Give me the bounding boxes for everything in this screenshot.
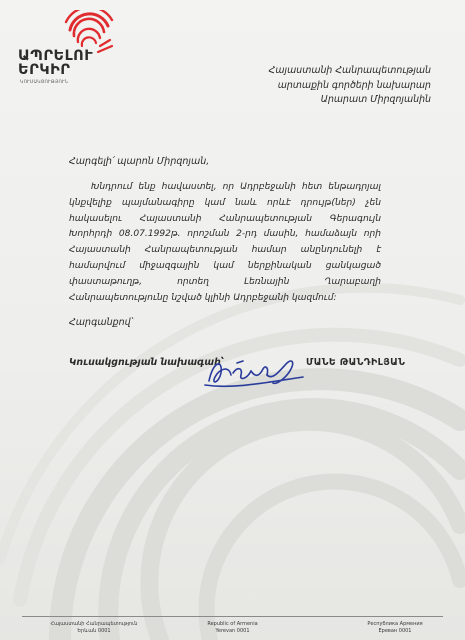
letter-body — [69, 180, 381, 306]
footer-line: Ереван 0001 — [378, 627, 412, 634]
logo-title-line1: ԱՊՐԵԼՈՒ — [18, 48, 94, 64]
footer-divider — [22, 616, 443, 617]
footer-address-russian — [350, 621, 440, 634]
salutation: Հարգելի՛ պարոն Միրզոյան, — [69, 156, 210, 167]
footer-line: Հայաստանի Հանրապետություն — [50, 621, 138, 627]
footer-line: Yerevan 0001 — [215, 627, 250, 634]
logo-title-line2: ԵՐԿԻՐ — [18, 62, 71, 78]
footer-line: Republic of Armenia — [207, 621, 258, 627]
footer-address-english — [185, 621, 280, 634]
footer-line: Республика Армения — [367, 621, 423, 627]
footer-address-armenian — [44, 621, 144, 634]
recipient-line: Արարատ Միրզոյանին — [320, 94, 431, 105]
closing-phrase: Հարգանքով՝ — [69, 317, 133, 328]
recipient-block — [269, 64, 431, 108]
recipient-line: Հայաստանի Հանրապետության — [268, 65, 431, 76]
recipient-line: արտաքին գործերի նախարար — [277, 79, 431, 91]
signatory-name: ՄԱՆԵ ԹԱՆԴԻԼՅԱՆ — [306, 357, 406, 368]
handwritten-signature — [203, 355, 307, 391]
party-logo — [18, 10, 133, 90]
logo-subtitle: ԿՈՒՍԱԿՑՈՒԹՅՈՒՆ — [20, 80, 69, 85]
signatory-title: Կուսակցության նախագահ՝ — [69, 357, 225, 368]
footer-line: Երևան 0001 — [77, 627, 111, 634]
body-paragraph: Խնդրում ենք հավաստել, որ Ադրբեջանի հետ ենթադրյալ կնքվելիք պայմանագիրը կամ նաև որևէ դրույթ(ներ) չեն հակասելու Հայաստանի Հանրապետության Գերագույն Խորհրդի 08.07.1992թ. որոշման 2-րդ մասին, համաձայն որի Հայաստանի Հանրապետության համար անընդունելի է համարվում միջազգային կամ ներքինական ցանկացած փաստաթուղթ, որտեղ Լեռնային Ղարաբաղի Հանրապետությունը նշված կլինի Ադրբեջանի կազմում: — [69, 182, 381, 303]
